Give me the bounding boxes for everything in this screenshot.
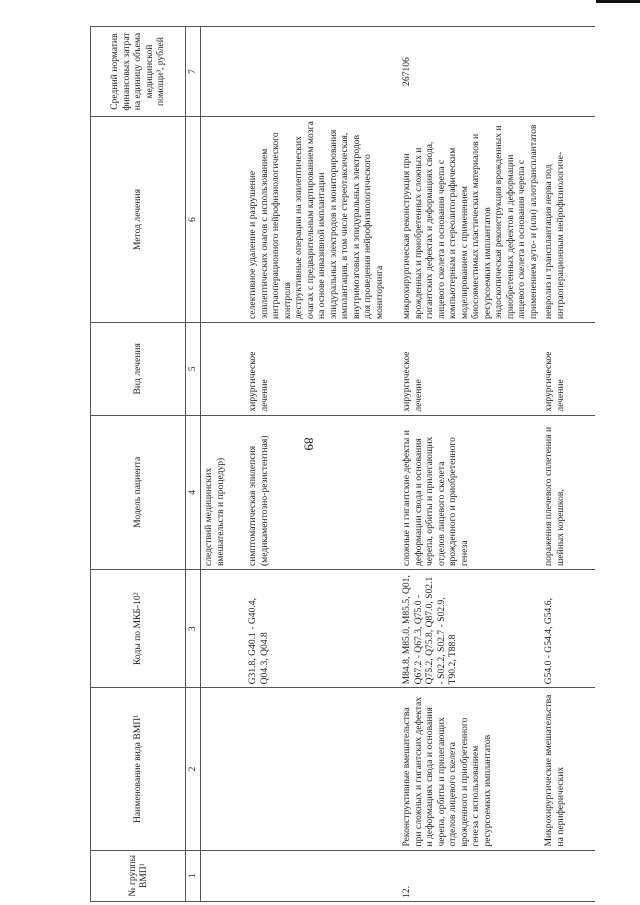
header-icd-codes: Коды по МКБ-10² bbox=[91, 570, 186, 688]
header-group-number: № группы ВМП¹ bbox=[91, 850, 186, 901]
cell-group bbox=[245, 850, 399, 901]
cell-cost bbox=[541, 27, 595, 117]
header-treatment-method: Метод лечения bbox=[91, 117, 186, 323]
column-number: 5 bbox=[186, 322, 201, 415]
cell-name: Микрохирургические вмешательства на периферических bbox=[541, 688, 595, 850]
continuation-row bbox=[201, 27, 246, 902]
table-row bbox=[399, 27, 541, 902]
cell-group: 12. bbox=[399, 850, 541, 901]
column-number: 3 bbox=[186, 570, 201, 688]
header-treatment-type: Вид лечения bbox=[91, 322, 186, 415]
header-row bbox=[91, 27, 186, 902]
page-corner-mark bbox=[596, 0, 640, 9]
cell-method: селективное удаление и разрушение эпилептических очагов с использованием интраоперационного нейрофизиологического контроля деструктивные операции на эпилептических очагах с предварительным картированием мозга на основе инвазивной имплантации эпидуральных электродов и мониторирования имплантация, в том числе стереотаксическая, внутримозговых и эпидуральных электродов для проведения нейрофизиологического мониторинга bbox=[245, 117, 399, 323]
cell-name: Реконструктивные вмешательства при сложных и гигантских дефектах и деформациях свода и основания черепа, орбиты и прилегающих отделов лицевого скелета врожденного и приобретенного генеза с использованием ресурсоемких имплантатов bbox=[399, 688, 541, 850]
table-row bbox=[245, 27, 399, 902]
page-number: 89 bbox=[301, 437, 317, 451]
header-patient-model: Модель пациента bbox=[91, 415, 186, 569]
cell-codes: G31.8, G40.1 - G40.4, Q04.3, Q04.8 bbox=[245, 570, 399, 688]
rotated-page-content bbox=[90, 26, 566, 902]
cell-model: симптоматическая эпилепсия (медикаментозно-резистентная) bbox=[245, 415, 399, 569]
cell-method: невролиз и трансплантация нерва под интраоперационным нейрофизиологиче- bbox=[541, 117, 595, 323]
column-number: 4 bbox=[186, 415, 201, 569]
header-vmp-name: Наименование вида ВМП¹ bbox=[91, 688, 186, 850]
cell-codes: G54.0 - G54.4, G54.6, bbox=[541, 570, 595, 688]
vmp-table bbox=[90, 26, 595, 902]
cell-group bbox=[541, 850, 595, 901]
cell-treatment: хирургическое лечение bbox=[245, 322, 399, 415]
cell-cost bbox=[245, 27, 399, 117]
cell-codes: M84.8, M85.0, M85.5, Q01, Q67.2 - Q67.3, Q75.0 - Q75.2, Q75.8, Q87.0, S02.1 - S02.2, S02.7 - S02.9, T90.2, T88.8 bbox=[399, 570, 541, 688]
table-row bbox=[541, 27, 595, 902]
column-number-row bbox=[186, 27, 201, 902]
cell-model: поражения плечевого сплетения и шейных корешков, bbox=[541, 415, 595, 569]
header-cost: Средний норматив финансовых затрат на единицу объема медицинской помощи³, рублей bbox=[91, 27, 186, 117]
cell-name bbox=[245, 688, 399, 850]
cell-cost: 267106 bbox=[399, 27, 541, 117]
continuation-patient-model: следствий медицинских вмешательств и процедур) bbox=[201, 415, 246, 569]
column-number: 7 bbox=[186, 27, 201, 117]
column-number: 1 bbox=[186, 850, 201, 901]
cell-model: сложные и гигантские дефекты и деформации свода и основания черепа, орбиты и прилегающих отделов лицевого скелета врожденного и приобретенного генеза bbox=[399, 415, 541, 569]
cell-treatment: хирургическое лечение bbox=[541, 322, 595, 415]
cell-treatment: хирургическое лечение bbox=[399, 322, 541, 415]
cell-method: микрохирургическая реконструкция при врожденных и приобретенных сложных и гигантских дефектах и деформациях свода, лицевого скелета и основания черепа с компьютерным и стереолитографическим моделированием с применением биосовместимых пластических материалов и ресурсоемких имплантатов эндоскопическая реконструкция врожденных и приобретенных дефектов и деформации лицевого скелета и основания черепа с применением ауто- и (или) аллотрансплантатов bbox=[399, 117, 541, 323]
column-number: 2 bbox=[186, 688, 201, 850]
column-number: 6 bbox=[186, 117, 201, 323]
